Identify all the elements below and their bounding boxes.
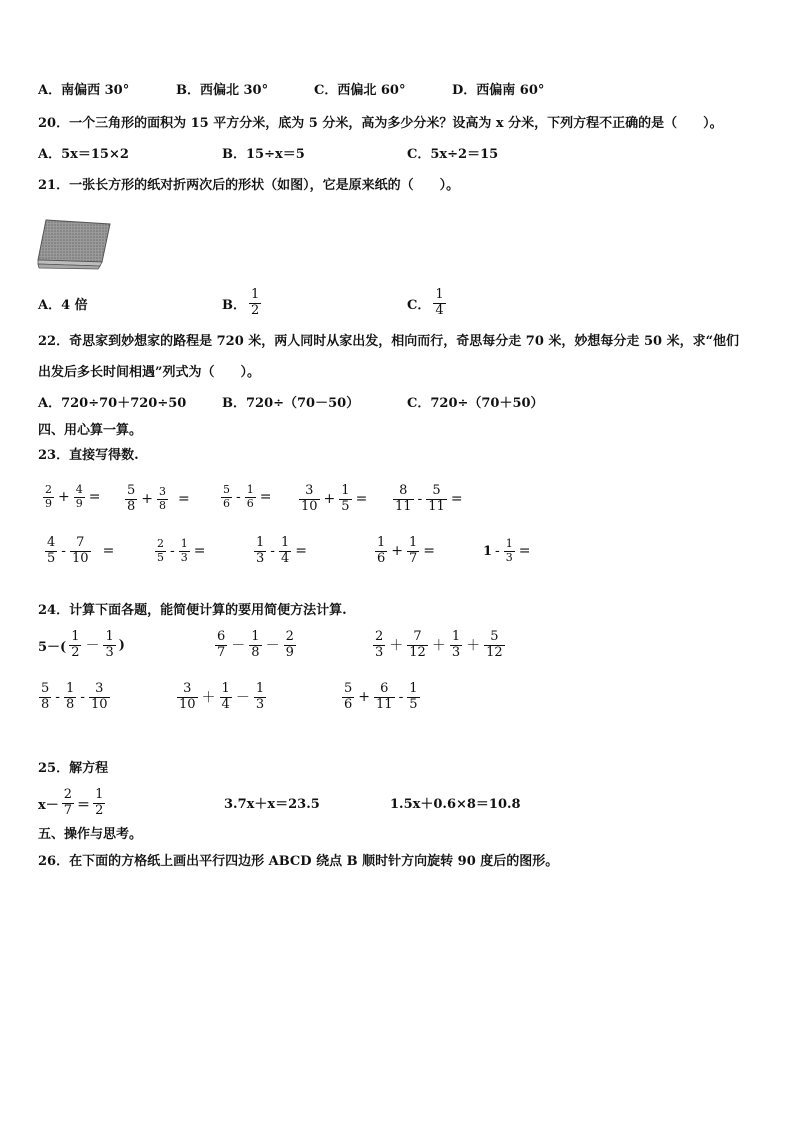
q19-option-d: D．西偏南 60° xyxy=(452,83,545,98)
q23-expr-3: $\frac{5}{6}$ - $\frac{1}{6}$ = xyxy=(223,483,272,510)
q25-title: 25．解方程 xyxy=(38,761,109,776)
q20-option-c: C．5x÷2＝15 xyxy=(407,147,499,162)
q20-option-a: A．5x＝15×2 xyxy=(38,147,129,162)
q24-expr-6: $\frac{5}{6}$ + $\frac{6}{11}$ - $\frac{1}{5}$ xyxy=(344,681,418,712)
q23-expr-1: $\frac{2}{9}$ + $\frac{4}{9}$ = xyxy=(45,483,101,510)
folded-paper-image xyxy=(36,218,112,270)
q21-option-c xyxy=(407,288,447,319)
fraction: $\frac{1}{4}$ xyxy=(435,287,444,318)
fraction: $\frac{1}{2}$ xyxy=(251,287,260,318)
q23-expr-8: $\frac{1}{3}$ - $\frac{1}{4}$ = xyxy=(256,535,308,566)
q21-option-b-label: B． xyxy=(222,297,246,313)
q24-title: 24．计算下面各题，能简便计算的要用简便方法计算. xyxy=(38,603,347,618)
q25-equation-1: x－ $\frac{2}{7}$ ＝ $\frac{1}{2}$ xyxy=(38,787,104,818)
q25-equation-2: 3.7x＋x＝23.5 xyxy=(224,797,320,812)
q19-option-b: B．西偏北 30° xyxy=(176,83,269,98)
q21-option-a: A．4 倍 xyxy=(38,298,88,313)
q23-expr-7: $\frac{2}{5}$ - $\frac{1}{3}$ = xyxy=(157,537,206,564)
q19-option-c: C．西偏北 60° xyxy=(314,83,406,98)
q23-expr-6: $\frac{4}{5}$ - $\frac{7}{10}$ = xyxy=(47,535,115,566)
q23-expr-10: 1 - $\frac{1}{3}$ = xyxy=(483,537,531,564)
q25-equation-3: 1.5x＋0.6×8＝10.8 xyxy=(390,797,521,812)
q21-option-b xyxy=(222,288,262,319)
q26-stem: 26．在下面的方格纸上画出平行四边形 ABCD 绕点 B 顺时针方向旋转 90 度后的图形。 xyxy=(38,854,559,869)
q23-expr-2: $\frac{5}{8}$ + $\frac{3}{8}$ = xyxy=(127,483,190,514)
q23-expr-5: $\frac{8}{11}$ - $\frac{5}{11}$ = xyxy=(395,483,463,514)
q24-expr-1: 5－( $\frac{1}{2}$ － $\frac{1}{3}$ ) xyxy=(38,629,125,660)
q20-stem: 20．一个三角形的面积为 15 平方分米，底为 5 分米，高为多少分米？设高为 x 分米，下列方程不正确的是（ ）。 xyxy=(38,116,723,131)
q22-option-a: A．720÷70＋720÷50 xyxy=(38,396,187,411)
q22-stem-line2: 出发后多长时间相遇”列式为（ ）。 xyxy=(38,365,260,380)
q20-option-b: B．15÷x＝5 xyxy=(222,147,305,162)
q23-expr-9: $\frac{1}{6}$ + $\frac{1}{7}$ = xyxy=(377,535,436,566)
section-five-heading: 五、操作与思考。 xyxy=(38,827,143,842)
q22-option-c: C．720÷（70＋50） xyxy=(407,396,544,411)
q24-expr-3: $\frac{2}{3}$ ＋ $\frac{7}{12}$ ＋ $\frac{1}{3}$ ＋ $\frac{5}{12}$ xyxy=(375,629,503,660)
q23-title: 23．直接写得数. xyxy=(38,448,139,463)
q21-option-c-label: C． xyxy=(407,297,431,313)
q24-expr-4: $\frac{5}{8}$ - $\frac{1}{8}$ - $\frac{3}{10}$ xyxy=(41,681,108,712)
section-four-heading: 四、用心算一算。 xyxy=(38,423,143,438)
q22-option-b: B．720÷（70－50） xyxy=(222,396,360,411)
q23-expr-4: $\frac{3}{10}$ + $\frac{1}{5}$ = xyxy=(301,483,368,514)
q19-option-a: A．南偏西 30° xyxy=(38,83,130,98)
q21-stem: 21．一张长方形的纸对折两次后的形状（如图），它是原来纸的（ ）。 xyxy=(38,178,460,193)
q24-expr-2: $\frac{6}{7}$ － $\frac{1}{8}$ － $\frac{2}{9}$ xyxy=(217,629,294,660)
q24-expr-5: $\frac{3}{10}$ ＋ $\frac{1}{4}$ － $\frac{1}{3}$ xyxy=(179,681,265,712)
q22-stem-line1: 22．奇思家到妙想家的路程是 720 米，两人同时从家出发，相向而行，奇思每分走 70 米，妙想每分走 50 米，求“他们 xyxy=(38,334,740,349)
